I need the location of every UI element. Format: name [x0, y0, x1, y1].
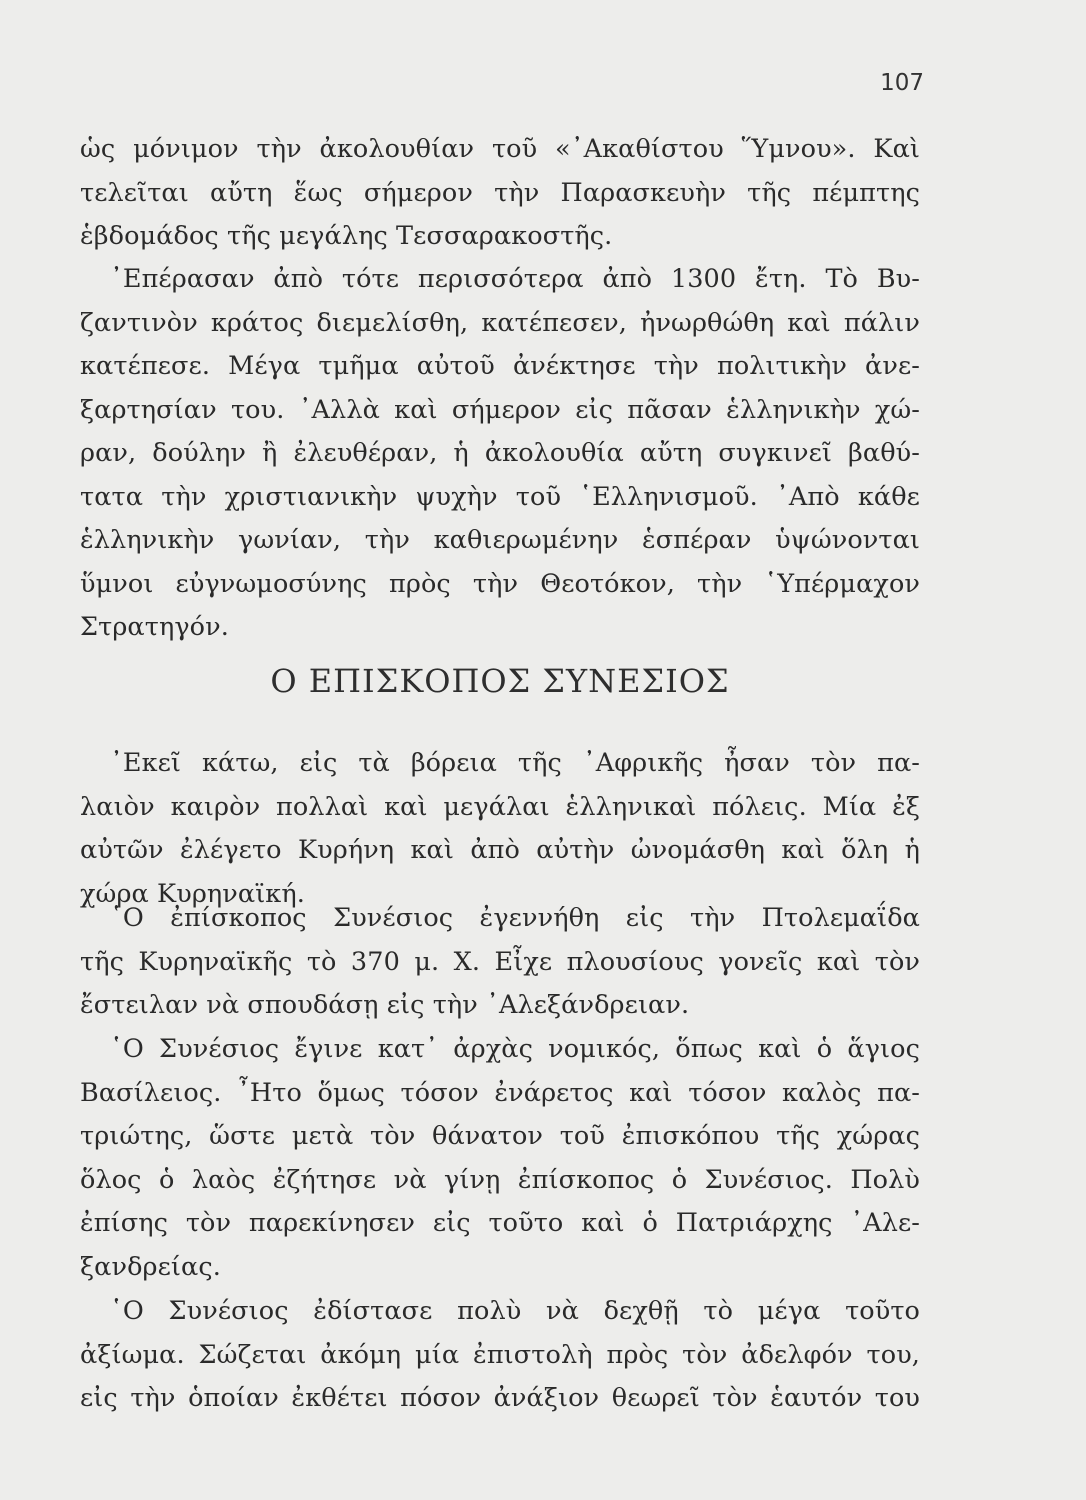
text-line: Βασίλειος. ῏Ητο ὅμως τόσον ἐνάρετος καὶ τόσον καλὸς πα-: [80, 1077, 920, 1108]
text-line: ὅλος ὁ λαὸς ἐζήτησε νὰ γίνῃ ἐπίσκοπος ὁ Συνέσιος. Πολὺ: [80, 1164, 920, 1195]
text-line: τριώτης, ὥστε μετὰ τὸν θάνατον τοῦ ἐπισκόπου τῆς χώρας: [80, 1121, 920, 1151]
paragraph-synesius-career: [80, 1028, 920, 1289]
text-line: ὡς μόνιμον τὴν ἀκολουθίαν τοῦ «᾿Ακαθίστου Ὕμνου». Καὶ: [80, 134, 920, 164]
text-line: αὐτῶν ἐλέγετο Κυρήνη καὶ ἀπὸ αὐτὴν ὠνομάσθη καὶ ὅλη ἡ: [80, 835, 920, 865]
text-line: ξανδρείας.: [80, 1251, 221, 1282]
text-line: ὕμνοι εὐγνωμοσύνης πρὸς τὴν Θεοτόκον, τὴν ῾Υπέρμαχον: [80, 568, 920, 599]
text-line: ξαρτησίαν του. ᾿Αλλὰ καὶ σήμερον εἰς πᾶσαν ἑλληνικὴν χώ-: [80, 394, 920, 425]
text-line: ἑβδομάδος τῆς μεγάλης Τεσσαρακοστῆς.: [80, 221, 613, 251]
text-line: ῾Ο Συνέσιος ἐδίστασε πολὺ νὰ δεχθῇ τὸ μέγα τοῦτο: [110, 1296, 920, 1326]
paragraph-byzantine-state: [80, 258, 920, 650]
paragraph-africa: [80, 742, 920, 916]
text-line: κατέπεσε. Μέγα τμῆμα αὐτοῦ ἀνέκτησε τὴν πολιτικὴν ἀνε-: [80, 351, 920, 381]
text-line: ἐπίσης τὸν παρεκίνησεν εἰς τοῦτο καὶ ὁ Πατριάρχης ᾿Αλε-: [80, 1208, 920, 1238]
text-line: ἀξίωμα. Σώζεται ἀκόμη μία ἐπιστολὴ πρὸς τὸν ἀδελφόν του,: [80, 1339, 920, 1370]
text-line: τελεῖται αὔτη ἕως σήμερον τὴν Παρασκευὴν τῆς πέμπτης: [80, 177, 920, 208]
text-line: ῾Ο Συνέσιος ἔγινε κατ᾿ ἀρχὰς νομικός, ὅπως καὶ ὁ ἅγιος: [110, 1034, 920, 1064]
page-number: 107: [880, 70, 924, 96]
text-line: λαιὸν καιρὸν πολλαὶ καὶ μεγάλαι ἑλληνικαὶ πόλεις. Μία ἐξ: [80, 791, 920, 822]
text-line: τατα τὴν χριστιανικὴν ψυχὴν τοῦ ῾Ελληνισμοῦ. ᾿Απὸ κάθε: [80, 481, 920, 512]
paragraph-akathistos-end: [80, 128, 920, 259]
paragraph-synesius-birth: [80, 897, 920, 1028]
text-line: χώρα Κυρηναϊκή.: [80, 878, 305, 909]
text-line: ἔστειλαν νὰ σπουδάσῃ εἰς τὴν ᾿Αλεξάνδρειαν.: [80, 990, 690, 1020]
text-line: ῾Ο ἐπίσκοπος Συνέσιος ἐγεννήθη εἰς τὴν Πτολεμαΐδα: [110, 903, 920, 933]
text-line: ᾿Εκεῖ κάτω, εἰς τὰ βόρεια τῆς ᾿Αφρικῆς ἦσαν τὸν πα-: [110, 748, 920, 778]
text-line: ᾿Επέρασαν ἀπὸ τότε περισσότερα ἀπὸ 1300 ἔτη. Τὸ Βυ-: [110, 264, 920, 294]
text-line: ζαντινὸν κράτος διεμελίσθη, κατέπεσεν, ἠνωρθώθη καὶ πάλιν: [80, 307, 920, 338]
text-line: ραν, δούλην ἢ ἐλευθέραν, ἡ ἀκολουθία αὔτη συγκινεῖ βαθύ-: [80, 438, 920, 468]
text-line: Στρατηγόν.: [80, 612, 229, 642]
section-heading: Ο ΕΠΙΣΚΟΠΟΣ ΣΥΝΕΣΙΟΣ: [270, 662, 730, 700]
text-line: εἰς τὴν ὁποίαν ἐκθέτει πόσον ἀνάξιον θεωρεῖ τὸν ἑαυτόν του: [80, 1383, 920, 1413]
paragraph-synesius-hesitation: [80, 1290, 920, 1421]
text-line: ἑλληνικὴν γωνίαν, τὴν καθιερωμένην ἑσπέραν ὑψώνονται: [80, 525, 920, 555]
text-line: τῆς Κυρηναϊκῆς τὸ 370 μ. Χ. Εἶχε πλουσίους γονεῖς καὶ τὸν: [80, 946, 920, 977]
